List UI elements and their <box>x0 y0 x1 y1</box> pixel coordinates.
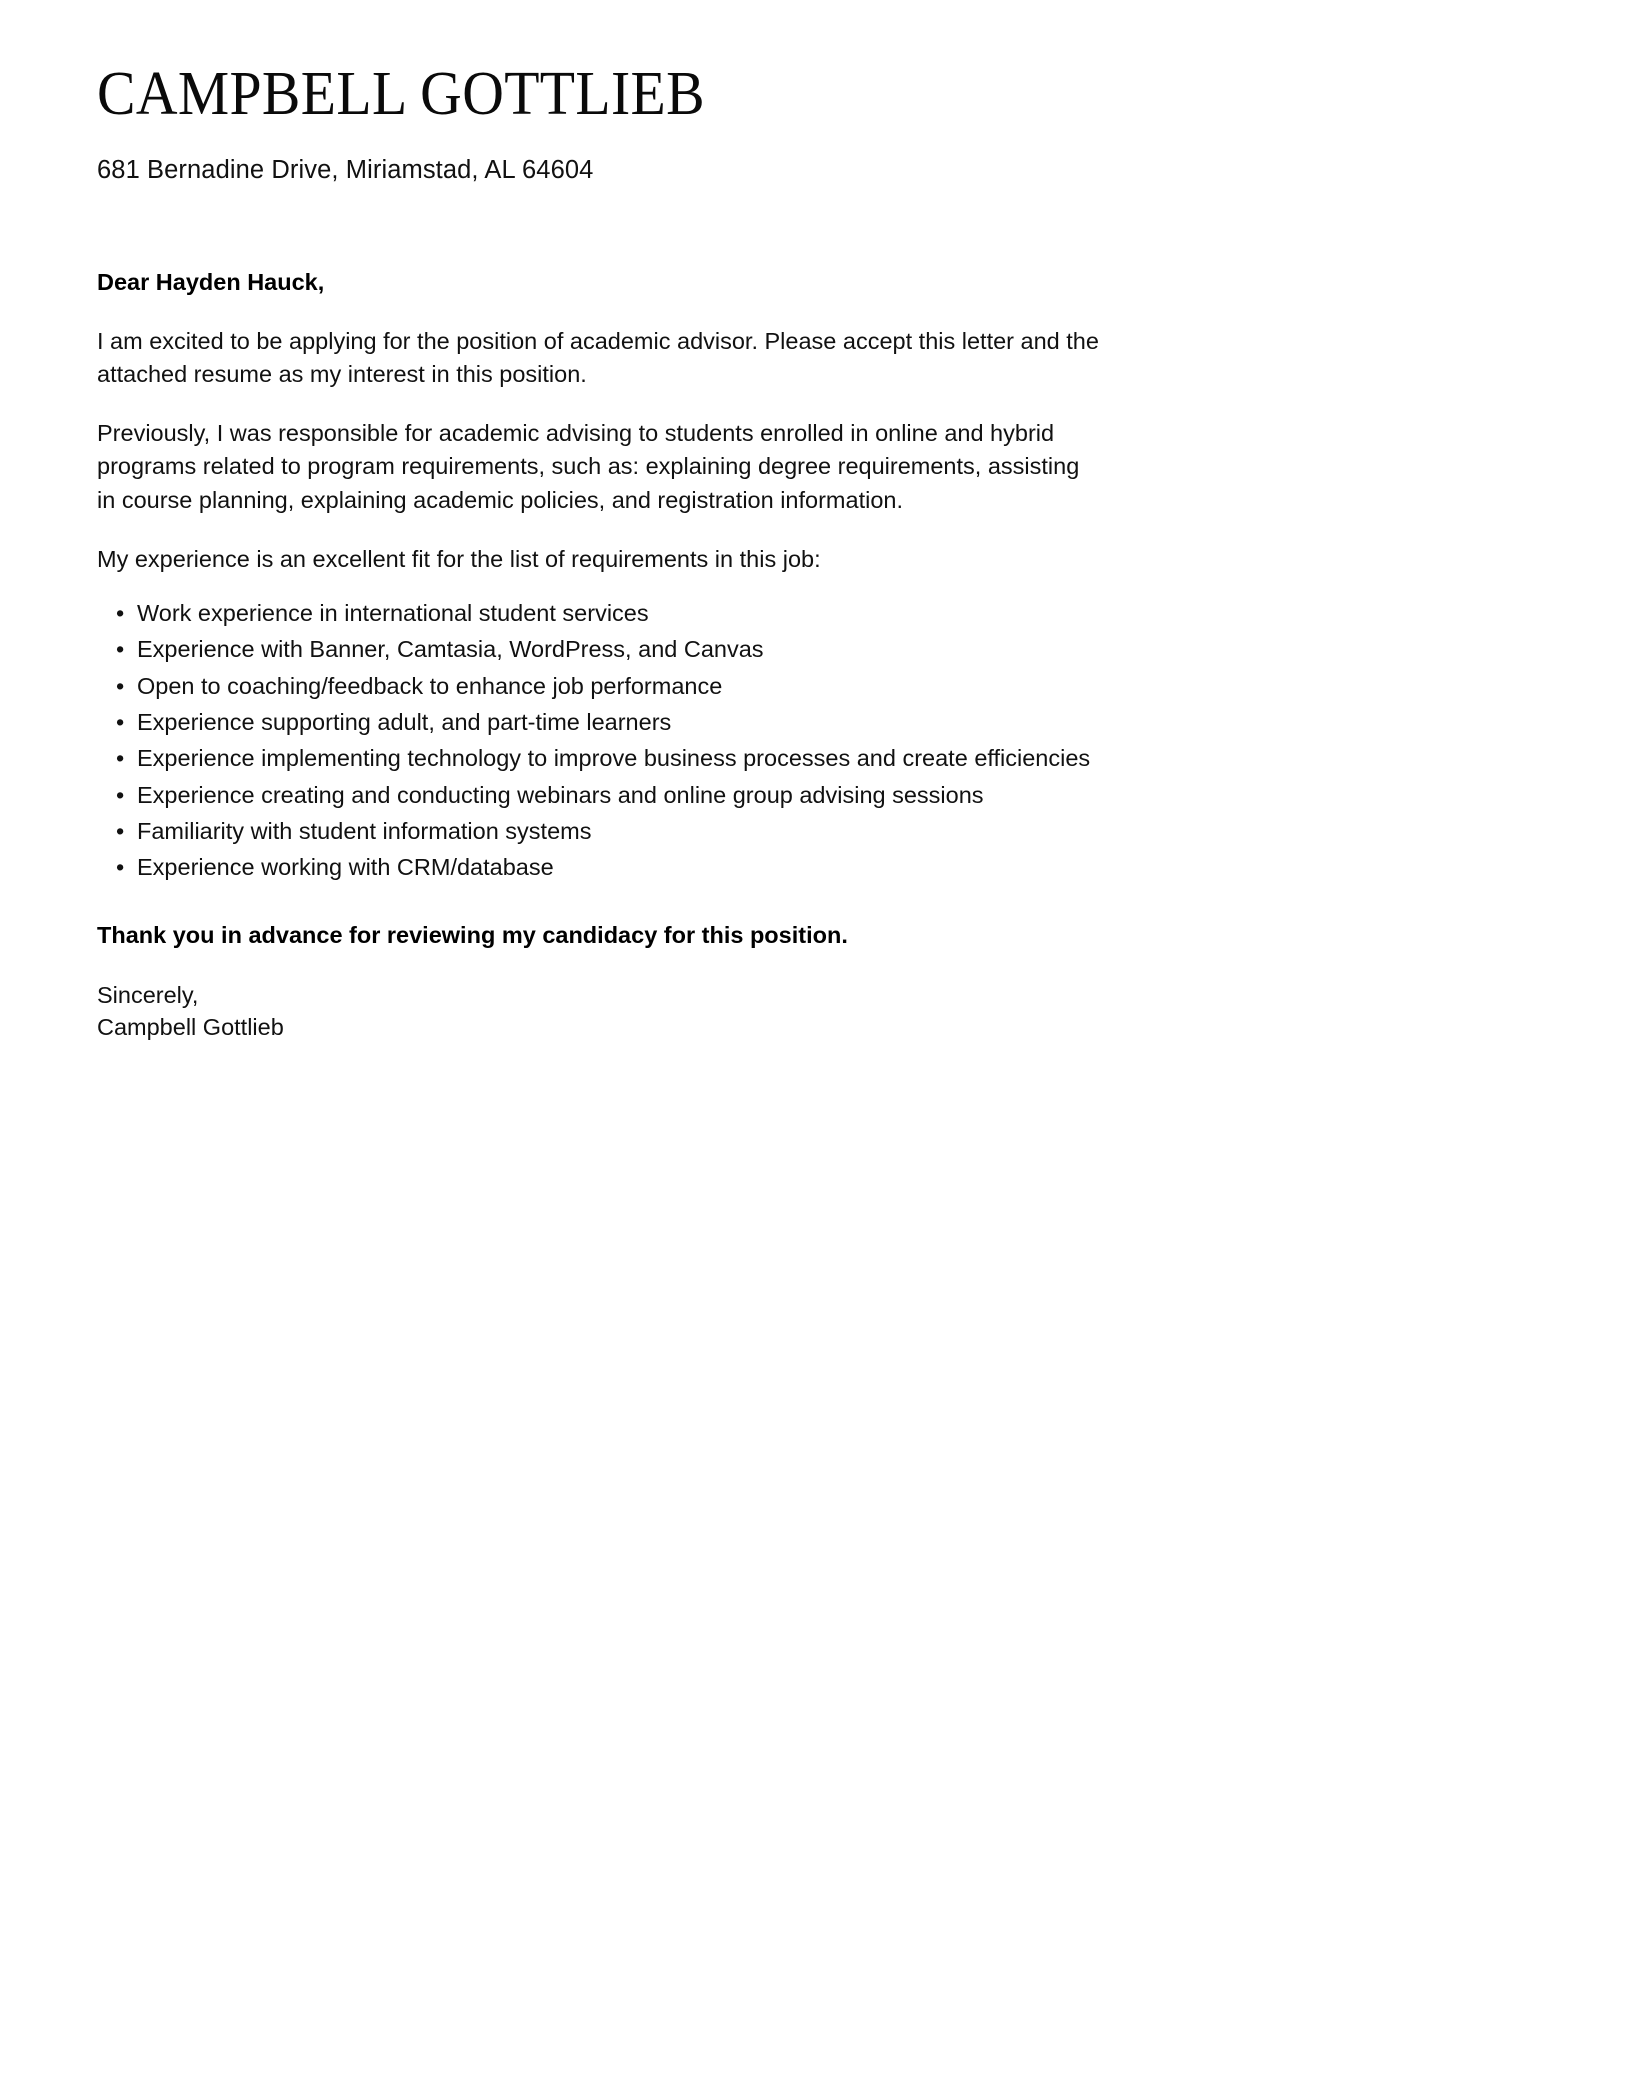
list-item: • Experience supporting adult, and part-time learners <box>97 707 1102 743</box>
sign-off: Sincerely, <box>97 982 199 1009</box>
salutation: Dear Hayden Hauck, <box>97 269 325 296</box>
list-item: • Experience implementing technology to improve business processes and create efficiencies <box>97 743 1102 779</box>
body-paragraph-1: I am excited to be applying for the position of academic advisor. Please accept this letter and the attached resume as my interest in this position. <box>97 327 1099 388</box>
sign-off-name: Campbell Gottlieb <box>97 1013 284 1040</box>
sender-address: 681 Bernadine Drive, Miriamstad, AL 64604 <box>97 156 594 185</box>
list-item: • Experience with Banner, Camtasia, WordPress, and Canvas <box>97 634 1102 670</box>
list-item: • Open to coaching/feedback to enhance job performance <box>97 671 1102 707</box>
closing-thanks: Thank you in advance for reviewing my candidacy for this position. <box>97 921 848 948</box>
list-item: • Experience working with CRM/database <box>97 852 1102 888</box>
list-item: • Work experience in international student services <box>97 598 1102 634</box>
page-title: CAMPBELL GOTTLIEB <box>97 60 705 128</box>
body-paragraph-2: Previously, I was responsible for academic advising to students enrolled in online and hybrid programs related to program requirements, such as: explaining degree requirements, assisting in course planning, explaining academic policies, and registration information. <box>97 419 1080 513</box>
qualifications-list <box>97 576 1102 889</box>
list-item: • Experience creating and conducting webinars and online group advising sessions <box>97 780 1102 816</box>
letter-body <box>97 0 1102 1043</box>
qualifications-lead-in: My experience is an excellent fit for the list of requirements in this job: <box>97 545 821 572</box>
list-item: • Familiarity with student information systems <box>97 816 1102 852</box>
